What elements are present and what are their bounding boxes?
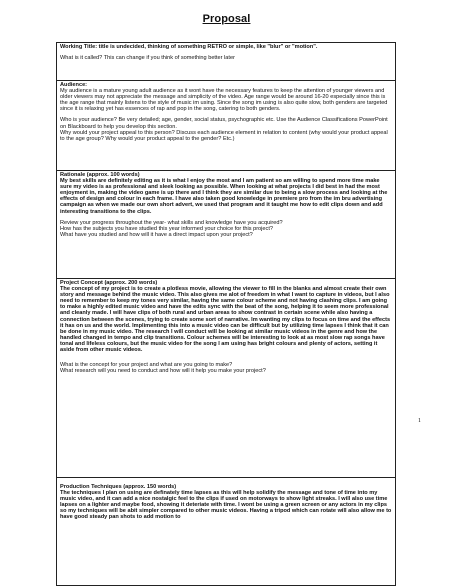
production-techniques-section [57,478,395,585]
working-title-question: What is it called? This can change if you think of something better later [60,55,235,62]
production-body: The techniques I plan on using are definately time lapses as this will help solidify the message and tone of time into my music video, and it can add a nice nostalgic feel to the clips if used on motorways to show light streaks. I will also use time lapses on a lighter and maybe food, showing it deteriate with time. I wont be using a green screen or any actors in my clips so my techniques will be abit simpler compared to other music videos. Having a tripod which can rotate will also allow me to have good steady pan shots to add motion to [60,490,392,521]
rationale-question-3: What have you studied and how will it have a direct impact upon your project? [60,231,253,238]
working-title-section [57,43,395,81]
audience-question-2: Why would your project appeal to this person? Discuss each audience element in relation to content (why would your product appeal to the age group? Why would your product appeal to the gender? Etc.) [60,129,388,142]
project-concept-question-2: What research will you need to conduct and how will it help you make your project? [60,368,266,375]
project-concept-body: The concept of my project is to create a plotless movie, allowing the viewer to fill in the blanks and almost create their own story and message behind the music video. This also gives me alot of freedom in what I want to capture in videos, but I also need to remember to keep my tones very similar, having the same colour scheme and not having clashing clips. I am going to make a highly edited music video and have the edits sync with the beat of the song, helping it to seem more professional and cleanly made. I will have clips of both rural and urban areas to show contrast in certain scene while also having a connection between the scenes, trying to create some sort of narrative. Im wanting my clips to focus on time and the effects it has on us and the world. Implimenting this into a music video can be difficult but by utilizing time lapses I think that it can be done in my music video. The research I will conduct will be looking at similar music videos in the genre and how the handled changed in tempo and clip transitions. Colour schemes will be interesting to look at as most slow rap songs have tonal and lifeless colours, but the music video for the song I am using has bright colours and plenty of actors, setting it aside from other music videos. [60,286,391,354]
working-title-heading: Working Title: title is undecided, thinking of something RETRO or simple, like "blur" or "motion". [60,44,318,50]
page-number: 1 [418,418,421,424]
rationale-question-2: How has the subjects you have studied this year informed your choice for this project? [60,225,273,232]
production-heading: Production Techniques (approx. 150 words) [60,484,177,490]
audience-question-1: Who is your audience? Be very detailed; age, gender, social status, psychographic etc. Use the Audience Classifications PowerPoint on Blackboard to help you develop this section. [60,117,388,130]
project-concept-question-1: What is the concept for your project and what are you going to make? [60,362,233,369]
proposal-table [56,42,396,586]
rationale-heading: Rationale (approx. 100 words) [60,172,140,178]
project-concept-heading: Project Concept (approx. 200 words) [60,280,158,286]
rationale-question-1: Review your progress throughout the year- what skills and knowledge have you acquired? [60,219,283,226]
rationale-body: My best skills are definitely editing as it is what I enjoy the most and I am patient so am willing to spend more time make sure my video is as professional and sleek looking as possible. When looking at what projects I did best in had the most enjoyment in, making the video game is up there and I think they are similar due to being a slow process and looking at the effects of design and colour in each frame. I have also taken good knowledge in premiere pro from the im bru advertising campaign as when we made our own short advert, we used that program and it taught me how to edit clips down and add interesting transitions to the clips. [60,178,388,215]
audience-section [57,81,395,171]
rationale-section [57,171,395,279]
project-concept-section [57,279,395,478]
audience-body: My audience is a mature young adult audience as it wont have the necessary features to keep the attention of younger viewers and older viewers may not appreciate the message and simplicity of the video. Age range would be around 16-20 especially since this is the age range that mainly listens to the style of music im using. Since the song im using is also quite slow, both genders are targeted since it is relaxing yet has essences of rap and pop in the song, catering to both genders. [60,88,388,113]
audience-heading: Audience: [60,82,88,88]
document-title: Proposal [202,13,251,25]
